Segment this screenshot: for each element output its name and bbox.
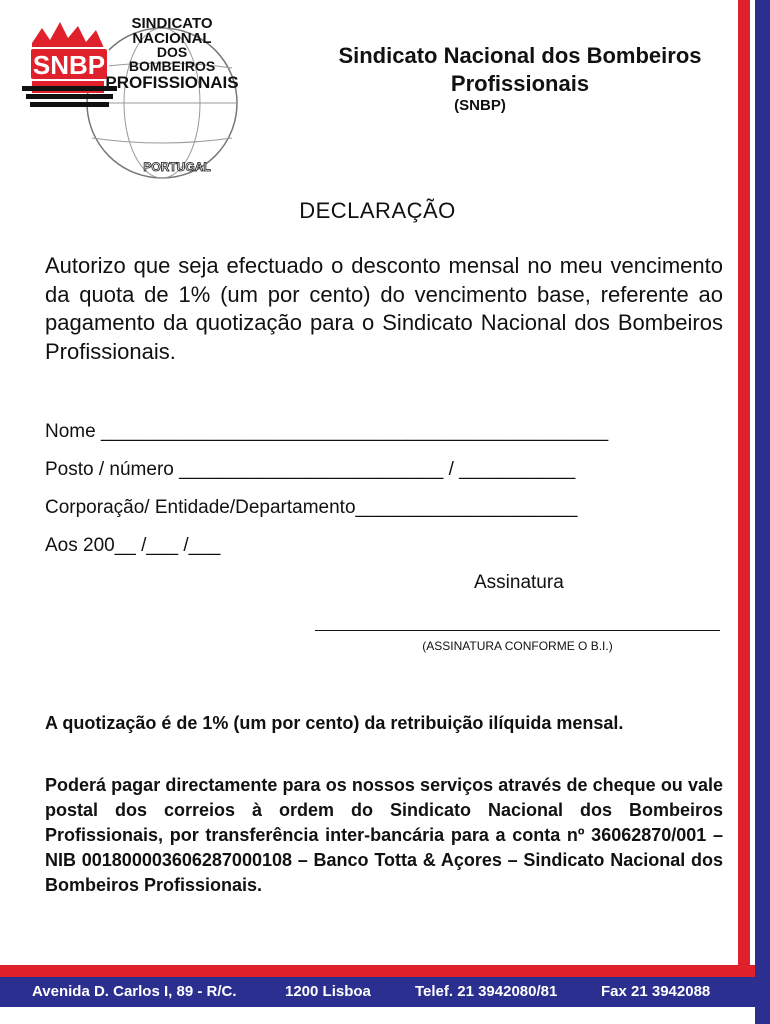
- footer-fax: Fax 21 3942088: [601, 983, 711, 1000]
- border-red-right: [738, 0, 750, 965]
- footer-city: 1200 Lisboa: [285, 983, 371, 1000]
- snbp-logo: [12, 8, 252, 183]
- declaration-body: Autorizo que seja efectuado o desconto mensal no meu vencimento da quota de 1% (um por cento) do vencimento base, referente ao pagamento da quotização para o Sindicato Nacional dos Bombeiros Profissionais.: [45, 253, 723, 364]
- logo-text-2: NACIONAL: [132, 30, 212, 47]
- signature-line[interactable]: [315, 630, 720, 631]
- org-abbr: (SNBP): [454, 97, 506, 114]
- org-title: Sindicato Nacional dos Bombeiros Profissionais: [338, 43, 702, 96]
- quota-note: A quotização é de 1% (um por cento) da retribuição ilíquida mensal.: [45, 713, 624, 733]
- field-corporacao[interactable]: Corporação/ Entidade/Departamento_____________________: [45, 497, 578, 518]
- logo-text-3: DOS: [156, 44, 188, 60]
- logo-country: PORTUGAL: [143, 160, 211, 174]
- footer-bottom-margin: [0, 1007, 755, 1024]
- logo-text-1: SINDICATO: [131, 15, 213, 32]
- border-red-bottom: [0, 965, 755, 977]
- footer-phone: Telef. 21 3942080/81: [415, 983, 558, 1000]
- document-title: DECLARAÇÃO: [299, 198, 456, 223]
- field-data[interactable]: Aos 200__ /___ /___: [45, 535, 221, 556]
- signature-label: Assinatura: [474, 572, 564, 593]
- footer-address: Avenida D. Carlos I, 89 - R/C.: [32, 983, 237, 1000]
- logo-acronym: SNBP: [32, 50, 106, 80]
- border-blue-right: [755, 0, 770, 1024]
- payment-note: Poderá pagar directamente para os nossos serviços através de cheque ou vale postal dos correios à ordem do Sindicato Nacional dos Bombeiros Profissionais, por transferência inter-bancária para a conta nº 36062870/001 – NIB 0018000036062870001​08 – Banco Totta & Açores – Sindicato Nacional dos Bombeiros Profissionais.: [45, 775, 723, 895]
- logo-text-5: PROFISSIONAIS: [105, 73, 239, 92]
- field-posto[interactable]: Posto / número _________________________ / ___________: [45, 459, 576, 480]
- signature-note: (ASSINATURA CONFORME O B.I.): [422, 639, 613, 653]
- footer: [0, 977, 755, 1007]
- field-nome[interactable]: Nome ________________________________________________: [45, 421, 609, 442]
- logo-text-4: BOMBEIROS: [128, 58, 216, 74]
